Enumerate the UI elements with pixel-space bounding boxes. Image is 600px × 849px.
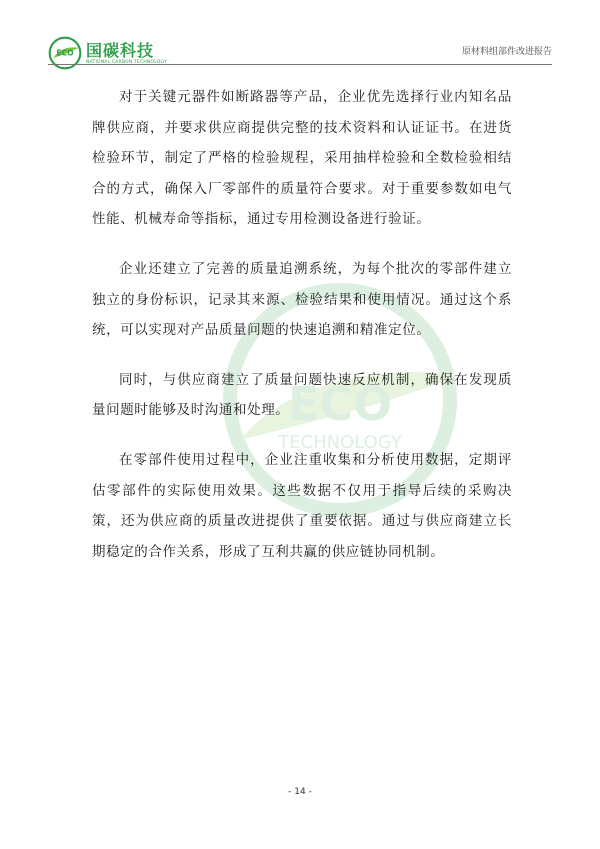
paragraph: 在零部件使用过程中，企业注重收集和分析使用数据，定期评估零部件的实际使用效果。这些数据不仅用于指导后续的采购决策，还为供应商的质量改进提供了重要依据。通过与供应商建立长期稳定的合作关系，形成了互利共赢的供应链协同机制。 [92,451,512,560]
page-header [0,0,600,72]
watermark-text-eco: ECO [287,377,393,431]
paragraph: 对于关键元器件如断路器等产品，企业优先选择行业内知名品牌供应商，并要求供应商提供完整的技术资料和认证证书。在进货检验环节，制定了严格的检验规程，采用抽样检验和全数检验相结合的方式，确保入厂零部件的质量符合要求。对于重要参数如电气性能、机械寿命等指标，通过专用检测设备进行验证。 [92,89,512,228]
report-title: 原材料组部件改进报告 [461,47,552,57]
logo-subtitle: NATIONAL CARBON TECHNOLOGY [86,59,167,65]
paragraph: 同时，与供应商建立了质量问题快速反应机制，确保在发现质量问题时能够及时沟通和处理。 [92,371,512,419]
page-number: - 14 - [288,787,312,797]
logo-name: 国碳科技 [86,40,155,60]
body-text [92,82,512,586]
logo-mark-text: ECO [56,48,74,58]
watermark-text-technology: TECHNOLOGY [278,432,402,453]
header-divider [48,64,552,65]
paragraph: 企业还建立了完善的质量追溯系统，为每个批次的零部件建立独立的身份标识，记录其来源、检验结果和使用情况。通过这个系统，可以实现对产品质量问题的快速追溯和精准定位。 [92,260,512,339]
